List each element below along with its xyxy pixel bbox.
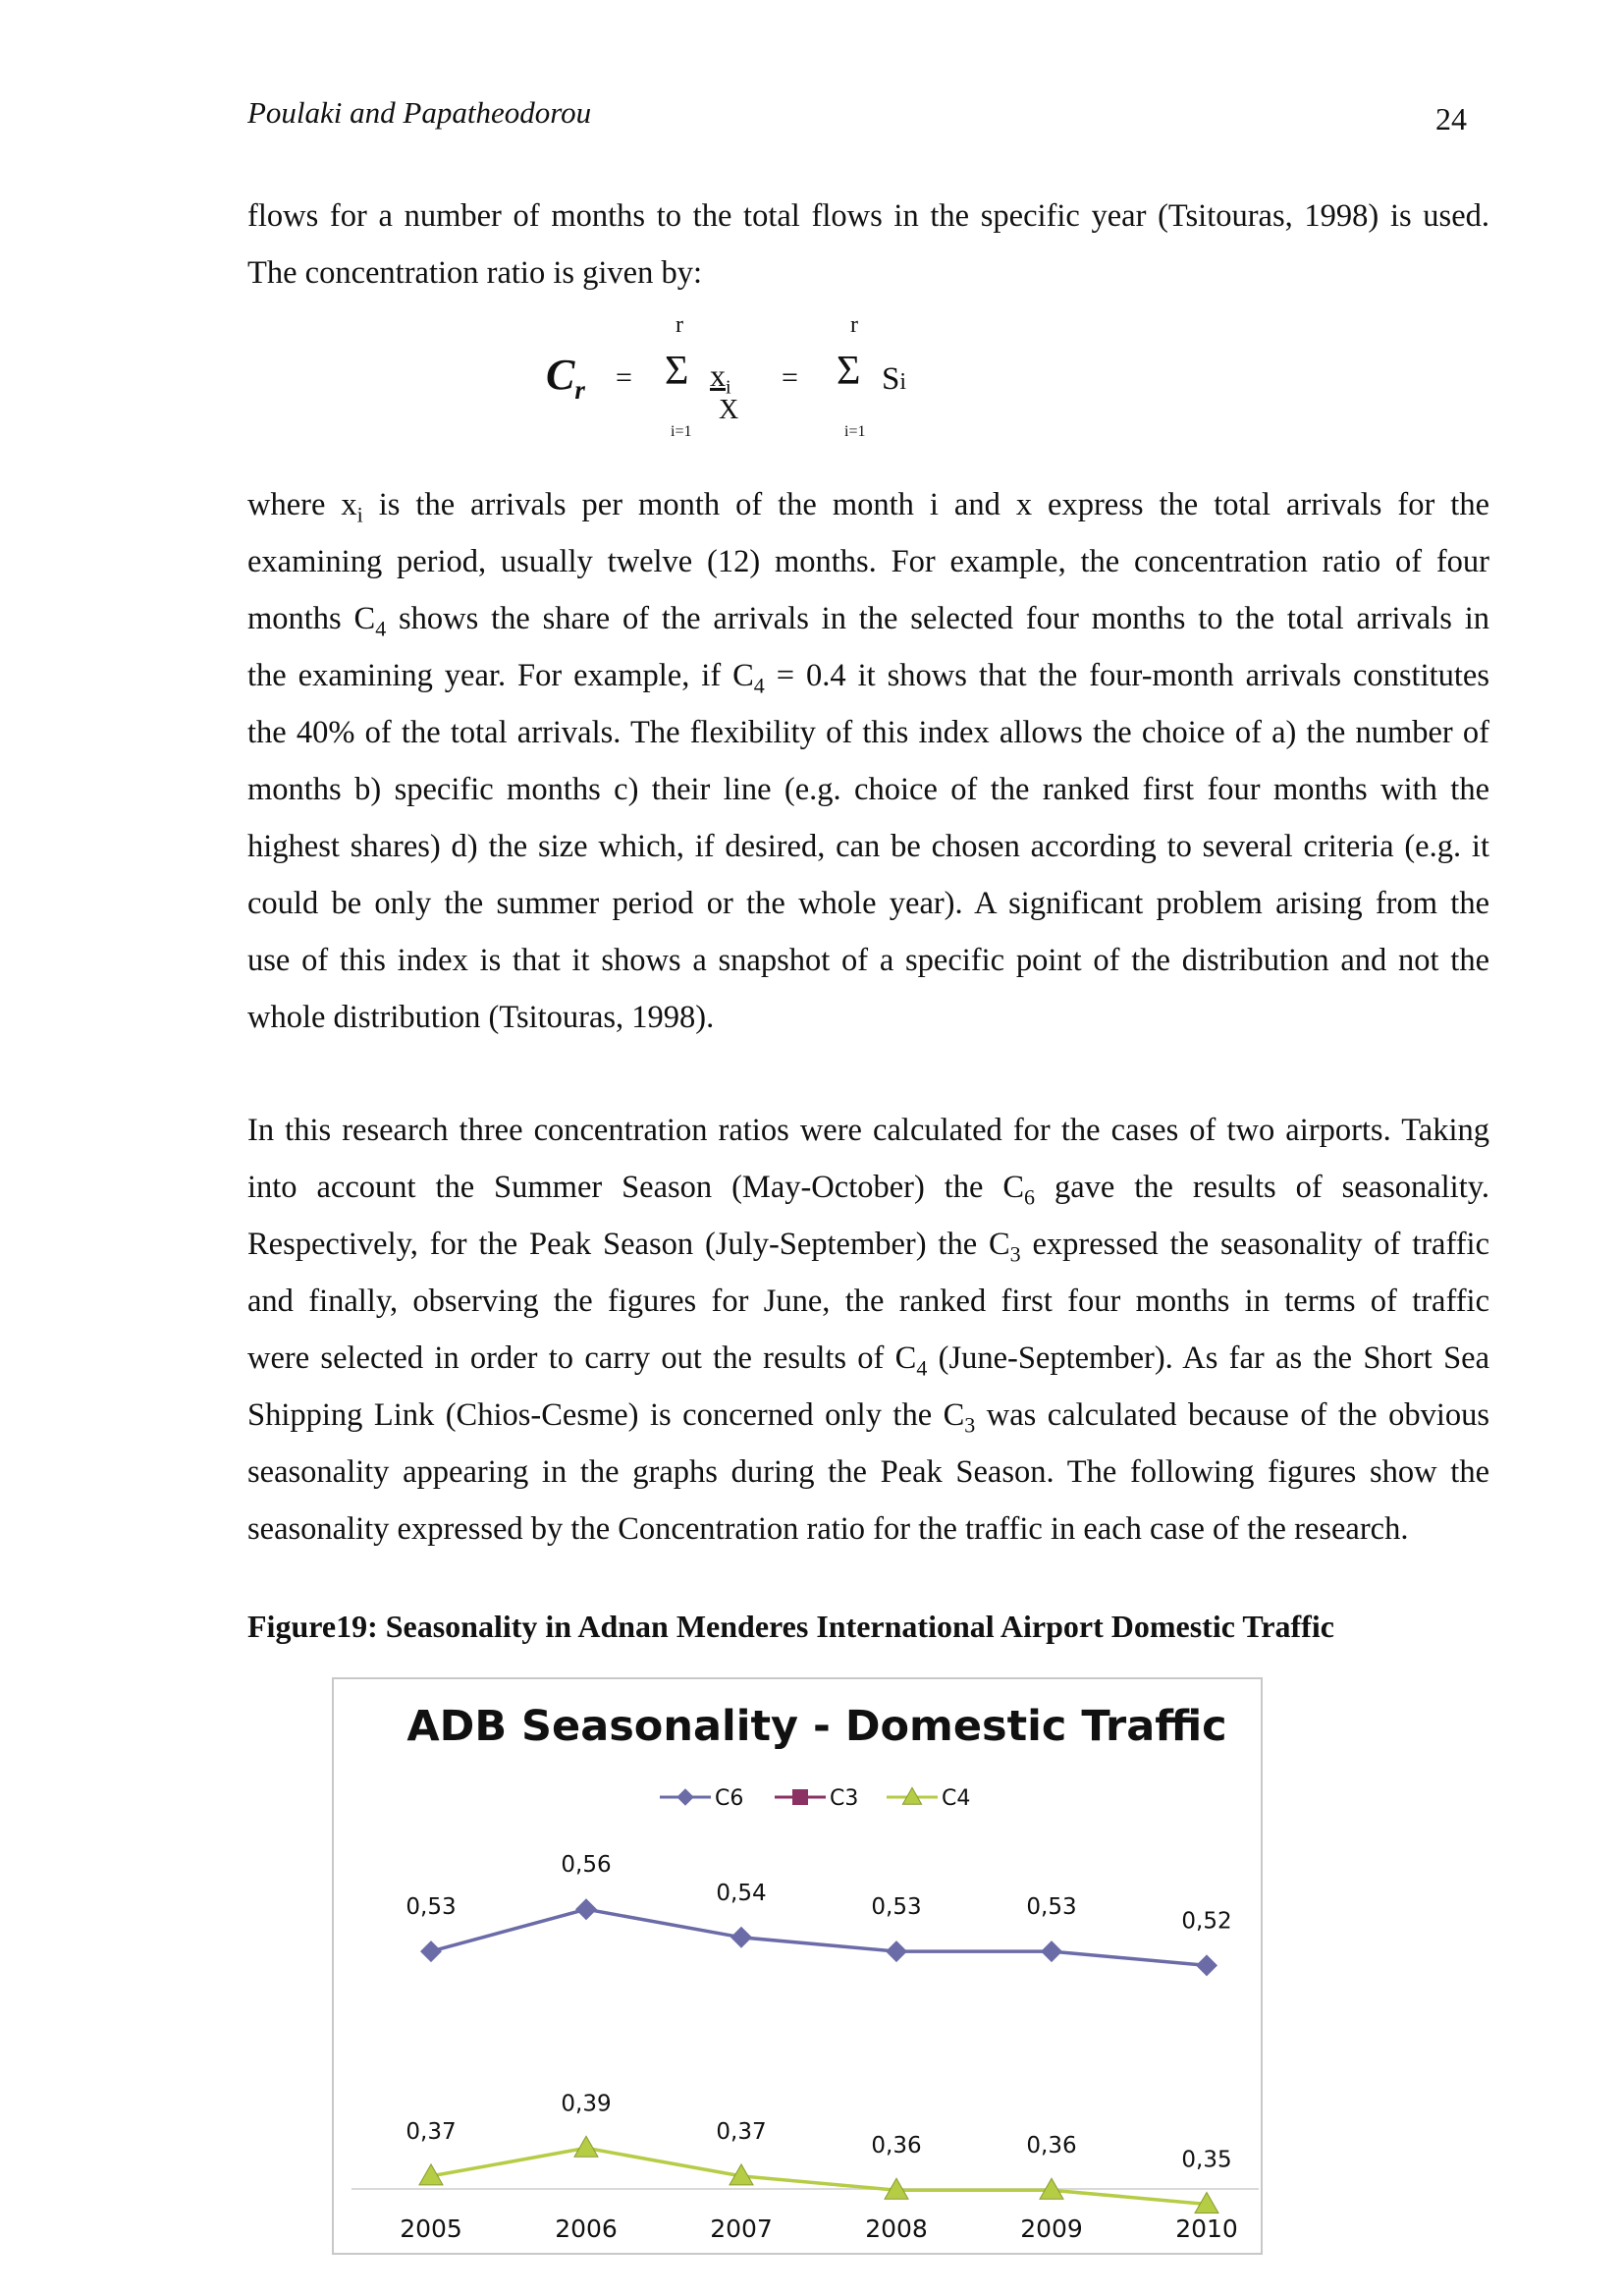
data-point-c6 [575, 1898, 597, 1920]
data-label-c4: 0,37 [406, 2118, 457, 2145]
body-paragraph-2 [247, 1102, 1489, 1558]
text-line: could be only the summer period or the whole year). A significant problem arising from the [247, 886, 1489, 921]
line-chart [334, 1679, 1261, 2253]
legend-label-c6: C6 [715, 1786, 744, 1811]
chart-frame [332, 1677, 1263, 2255]
sigma-icon: Σ [665, 349, 689, 394]
formula-denominator: X [719, 395, 739, 425]
x-tick-label: 2005 [400, 2214, 462, 2243]
text-line: highest shares) d) the size which, if desired, can be chosen according to several criteria (e.g. it [247, 829, 1489, 864]
text-line: use of this index is that it shows a snapshot of a specific point of the distribution and not the [247, 943, 1489, 978]
formula-equals-1: = [616, 361, 632, 394]
figure-caption: Figure19: Seasonality in Adnan Menderes International Airport Domestic Traffic [247, 1609, 1334, 1644]
formula-upper-limit-2: r [850, 312, 858, 338]
formula-lhs: $C_r$ [546, 351, 585, 405]
data-point-c6 [1041, 1941, 1062, 1962]
text-line: seasonality expressed by the Concentration ratio for the traffic in each case of the research. [247, 1511, 1409, 1547]
text-line: In this research three concentration ratios were calculated for the cases of two airports. Taking [247, 1113, 1489, 1148]
legend-marker-c6 [676, 1788, 694, 1806]
text-line: examining period, usually twelve (12) months. For example, the concentration ratio of four [247, 544, 1489, 579]
data-label-c4: 0,36 [871, 2133, 922, 2159]
data-label-c4: 0,39 [561, 2091, 612, 2117]
data-point-c6 [420, 1941, 442, 1962]
x-tick-label: 2009 [1020, 2214, 1083, 2243]
text-line: where $x_i$ is the arrivals per month of the month i and x express the total arrivals for the [247, 487, 1489, 527]
text-line: Respectively, for the Peak Season (July-September) the $C_3$ expressed the seasonality of traffic [247, 1227, 1489, 1267]
text-line: whole distribution (Tsitouras, 1998). [247, 1000, 715, 1035]
text-line: seasonality appearing in the graphs during the Peak Season. The following figures show the [247, 1454, 1489, 1490]
text-line: the examining year. For example, if $C_4 = 0.4$ it shows that the four-month arrivals constitutes [247, 658, 1489, 698]
formula-equals-2: = [782, 361, 798, 394]
formula-numerator: $x_i$ [710, 357, 731, 399]
text-line: the 40% of the total arrivals. The flexibility of this index allows the choice of a) the number of [247, 715, 1489, 750]
page-number: 24 [1435, 101, 1467, 137]
data-point-c6 [886, 1941, 907, 1962]
running-header-authors: Poulaki and Papatheodorou [247, 95, 592, 130]
data-label-c6: 0,56 [561, 1852, 612, 1879]
data-point-c6 [730, 1927, 752, 1948]
text-line: and finally, observing the figures for June, the ranked first four months in terms of traffic [247, 1284, 1489, 1319]
chart-title: ADB Seasonality - Domestic Traffic [406, 1702, 1227, 1751]
series-line-c6 [431, 1909, 1207, 1965]
sigma-icon: Σ [837, 349, 861, 394]
data-label-c6: 0,54 [716, 1880, 767, 1906]
series-line-c4 [431, 2148, 1207, 2204]
formula-upper-limit-1: r [676, 312, 683, 338]
data-label-c6: 0,53 [871, 1894, 922, 1921]
data-label-c4: 0,36 [1026, 2133, 1077, 2159]
data-label-c4: 0,37 [716, 2118, 767, 2145]
formula-lower-limit-1: i=1 [671, 423, 692, 440]
legend-marker-c3 [792, 1789, 808, 1805]
data-label-c6: 0,52 [1181, 1908, 1232, 1935]
x-tick-label: 2008 [865, 2214, 928, 2243]
formula-term: Si [882, 361, 907, 397]
data-label-c6: 0,53 [406, 1894, 457, 1921]
data-point-c6 [1196, 1954, 1217, 1976]
data-point-c4 [574, 2136, 598, 2157]
intro-line: The concentration ratio is given by: [247, 255, 702, 291]
text-line: into account the Summer Season (May-October) the $C_6$ gave the results of seasonality. [247, 1170, 1490, 1210]
legend-label-c3: C3 [830, 1786, 859, 1811]
text-line: Shipping Link (Chios-Cesme) is concerned only the $C_3$ was calculated because of the obvious [247, 1397, 1490, 1438]
intro-line: flows for a number of months to the total flows in the specific year (Tsitouras, 1998) is used. [247, 198, 1489, 234]
text-line: were selected in order to carry out the results of $C_4$ (June-September). As far as the Short Sea [247, 1340, 1489, 1381]
x-tick-label: 2006 [555, 2214, 618, 2243]
legend-label-c4: C4 [942, 1786, 971, 1811]
x-tick-label: 2010 [1175, 2214, 1238, 2243]
text-line: months $C_4$ shows the share of the arrivals in the selected four months to the total arrivals in [247, 601, 1489, 641]
body-paragraph-1 [247, 476, 1489, 1046]
formula-lower-limit-2: i=1 [844, 423, 866, 440]
data-label-c6: 0,53 [1026, 1894, 1077, 1921]
data-label-c4: 0,35 [1181, 2147, 1232, 2173]
x-tick-label: 2007 [710, 2214, 773, 2243]
text-line: months b) specific months c) their line (e.g. choice of the ranked first four months with the [247, 772, 1489, 807]
intro-paragraph [247, 188, 1489, 301]
